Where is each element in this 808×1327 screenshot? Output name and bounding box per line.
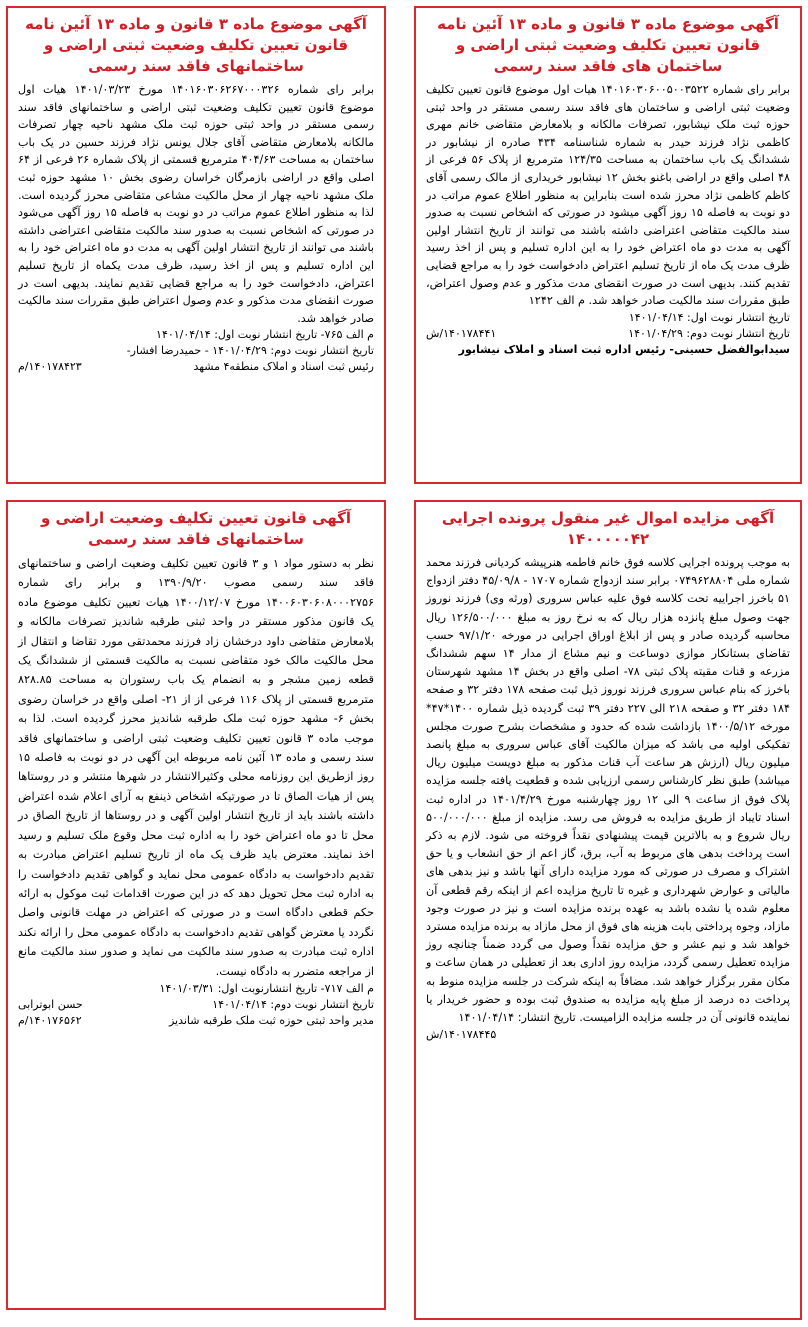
ad-body: به موجب پرونده اجرایی کلاسه فوق خانم فاطمه هنرپیشه کردیانی فرزند محمد شماره ملی ۰۷۴۹۶۲۸۸۰۴ برابر سند ازدواج شماره ۱۷۰۷ - ۴۵/۰۹/۸ دفتر ازدواج ۵۱ باخرز اجراییه تحت کلاسه فوق علیه عباس سروری (ورثه وی) فرزند نوروز جهت وصول مبلغ پانزده هزار ریال که به نرخ روز به مبلغ ۱۲۶/۵۰۰/۰۰۰ ریال محاسبه گردیده صادر و پس از ابلاغ اوراق اجرایی در مورخه ۹۷/۱/۲۰ حسب تقاضای بستانکار موازی دوساعت و نیم مشاع از مدار ۱۴ سهم ششدانگ مزرعه و قنات مقیته پلاک ثبتی ۷۸- اصلی واقع در بخش ۱۴ مشهد شهرستان باخرز که بنام عباس سروری فرزند نوروز ذیل ثبت صفحه ۱۷۸ دفتر ۳۲ و صفحه ۱۸۴ دفتر ۳۲ و صفحه ۲۱۸ الی ۲۲۷ دفتر ۳۹ ثبت گردیده ذیل شماره ۱۴۰۰*۴۷* مورخه ۱۴۰۰/۵/۱۲ بازداشت شده که حدود و مشخصات بشرح صورت مجلس تفکیکی اولیه می باشد که میزان مالکیت آقای عباس سروری به مبلغ پانصد میلیون ریال (ارزش هر ساعت آب قنات مذکور به مبلغ دویست میلیون ریال میباشد) طبق نظر کارشناس رسمی ارزیابی شده و قطعیت یافته جلسه مزایده پلاک فوق از ساعت ۹ الی ۱۲ روز چهارشنبه مورخ ۱۴۰۱/۴/۲۹ در اداره ثبت اسناد تایباد از طریق مزایده به فروش می رسد. مزایده از مبلغ ۵۰۰/۰۰۰/۰۰۰ ریال شروع و به بالاترین قیمت پیشنهادی نقداً فروخته می شود. لازم به ذکر است پرداخت بدهی های مربوط به آب، برق، گاز اعم از حق انشعاب و یا حق اشتراک و مصرف در صورتی که مورد مزایده دارای آنها باشد و نیز بدهی های مالیاتی و عوارض شهرداری و غیره تا تاریخ مزایده اعم از اینکه رقم قطعی آن معلوم شده یا نشده باشد به عهده برنده مزایده است و نیز در صورت وجود مازاد، وجوه پرداختی بابت هزینه های فوق از محل مازاد به برنده مزایده مسترد خواهد شد و نیم عشر و حق مزایده نقداً وصول می گردد ضمناً چنانچه روز مزایده تعطیل رسمی گردد، مزایده روز اداری بعد از تعطیلی در همان ساعت و مکان مقرر برگزار خواهد شد. مضافاً به اینکه شرکت در جلسه مزایده منوط به پرداخت ده درصد از مبلغ پایه مزایده به صندوق ثبت بوده و حضور خریدار یا نماینده قانونی آن در جلسه مزایده الزامیست. تاریخ انتشار: ۱۴۰۱/۰۴/۱۴: [426, 556, 791, 1025]
ad-date-second: تاریخ انتشار نوبت دوم: ۱۴۰۱/۰۴/۲۹ - حمیدرضا افشار-: [126, 344, 374, 358]
ad-title: آگهی قانون تعیین تکلیف وضعیت اراضی و ساختمانهای فاقد سند رسمی: [40, 509, 352, 548]
ad-code: ۱۴۰۱۷۸۴۴۱/ش: [426, 326, 497, 340]
ad-title: آگهی مزایده اموال غیر منقول پرونده اجرایی: [441, 509, 775, 527]
ad-signer-name: حسن ابوترابی: [18, 997, 83, 1011]
ad-land-status-torqabeh: [6, 500, 386, 1310]
ad-code: ۱۴۰۱۷۶۵۶۲/م: [18, 1013, 82, 1027]
ad-registration-mashhad: [6, 6, 386, 484]
ad-reference: م الف ۷۶۵- تاریخ انتشار نوبت اول: ۱۴۰۱/۰۴/۱۴: [156, 328, 374, 342]
ad-signer: مدیر واحد ثبتی حوزه ثبت ملک طرقبه شاندیز: [168, 1013, 374, 1027]
ad-code: ۱۴۰۱۷۸۴۲۳/م: [18, 360, 82, 374]
ad-code: ۱۴۰۱۷۸۴۴۵/ش: [426, 1028, 497, 1042]
ad-body: برابر رای شماره ۱۴۰۱۶۰۳۰۶۰۰۵۰۰۳۵۲۲ هیات اول موضوع قانون تعیین تکلیف وضعیت ثبتی اراضی و ساختمان های فاقد سند رسمی مستقر در واحد ثبتی حوزه ثبت ملک نیشابور، تصرفات مالکانه و بلامعارض متقاضی خانم مهری کاظمی نژاد فرزند حیدر به شماره شناسنامه ۴۳۴ صادره از نیشابور در ششدانگ یک باب ساختمان به مساحت ۱۲۴/۳۵ مترمربع از پلاک ۵۶ فرعی از ۴۸ اصلی واقع در اراضی باغنو بخش ۱۲ نیشابور خریداری از مالک رسمی آقای کاظم کاظمی نژاد محرز شده است بنابراین به منظور اطلاع عموم مراتب در دو نوبت به فاصله ۱۵ روز آگهی میشود در صورتی که اشخاص نسبت به صدور سند مالکیت متقاضی اعتراضی داشته باشند می توانند از تاریخ انتشار اولین آگهی به مدت دو ماه اعتراض خود را به این اداره تسلیم و پس از اخذ رسید ظرف مدت یک ماه از تاریخ تسلیم اعتراض دادخواست خود را به مراجع قضایی تقدیم کنند. بدیهی است در صورت انقضای مدت مذکور و عدم وصول اعتراض، طبق مقررات سند مالکیت صادر خواهد شد. م الف ۱۲۴۲: [426, 83, 790, 308]
ad-title: آگهی موضوع ماده ۳ قانون و ماده ۱۳ آئین نامه قانون تعیین تکلیف وضعیت ثبتی اراضی و ساختمان های فاقد سند رسمی: [437, 15, 779, 75]
ad-reference: م الف ۷۱۷- تاریخ انتشارنوبت اول: ۱۴۰۱/۰۳/۳۱: [159, 981, 374, 995]
ad-date-first: تاریخ انتشار نوبت اول: ۱۴۰۱/۰۴/۱۴: [628, 310, 790, 324]
ad-signer: سیدابوالفضل حسینی- رئیس اداره ثبت اسناد و املاک نیشابور: [458, 342, 790, 356]
ad-title: آگهی موضوع ماده ۳ قانون و ماده ۱۳ آئین نامه قانون تعیین تکلیف وضعیت ثبتی اراضی و ساختمانهای فاقد سند رسمی: [25, 15, 367, 75]
ad-body: برابر رای شماره ۱۴۰۱۶۰۳۰۶۲۶۷۰۰۰۳۲۶ مورخ ۱۴۰۱/۰۳/۲۳ هیات اول موضوع قانون تعیین تکلیف وضعیت ثبتی اراضی و ساختمانهای فاقد سند رسمی مستقر در واحد ثبتی حوزه ثبت ملک مشهد ناحیه چهار تصرفات مالکانه بلامعارض متقاضی آقای جلال یونس نژاد فرزند حسین در یک باب ساختمان به مساحت ۴۰۴/۶۳ مترمربع قسمتی از پلاک شماره ۲۶ فرعی از ۶۴ اصلی واقع در اراضی بازمرگان خراسان رضوی بخش ۱۰ مشهد حوزه ثبت ملک مشهد ناحیه چهار از محل مالکیت مشاعی متقاضی محرز گردیده است. لذا به منظور اطلاع عموم مراتب در دو نوبت به فاصله ۱۵ روز آگهی می‌شود در صورتی که اشخاص نسبت به صدور سند مالکیت متقاضی اعتراضی داشته باشند می توانند از تاریخ انتشار اولین آگهی به مدت دو ماه اعتراض خود را به این اداره تسلیم و پس از اخذ رسید، ظرف مدت یکماه از تاریخ تسلیم اعتراض، دادخواست خود را به مراجع قضایی تقدیم نمایند. بدیهی است در صورت انقضای مدت مذکور و عدم وصول اعتراض طبق مقررات سند مالکیت صادر خواهد شد.: [18, 83, 375, 325]
ad-registration-neyshabur: [414, 6, 802, 484]
ad-body: نظر به دستور مواد ۱ و ۳ قانون تعیین تکلیف وضعیت اراضی و ساختمانهای فاقد سند رسمی مصوب ۱۳۹۰/۹/۲۰ و برابر رای شماره ۱۴۰۰۶۰۳۰۶۰۸۰۰۰۲۷۵۶ مورخ ۱۴۰۰/۱۲/۰۷ هیات تعیین تکلیف موضوع ماده یک قانون مذکور مستقر در واحد ثبتی طرقبه شاندیز تصرفات مالکانه و بلامعارض متقاضی داود درخشان زاد فرزند محمدتقی مورد تقاضا و انتقال از محل مالکیت مالک خود متقاضی نسبت به مالکیت قسمتی از ششدانگ یک قطعه زمین مشجر و به انضمام یک باب رستوران به مساحت ۸۲۸.۸۵ مترمربع قسمتی از پلاک ۱۱۶ فرعی از از ۲۱- اصلی واقع در خراسان رضوی بخش ۶- مشهد حوزه ثبت ملک طرقبه شاندیز محرز گردیده است. لذا به موجب ماده ۳ قانون تعیین تکلیف وضعیت ثبتی اراضی و ساختمانهای فاقد سند رسمی و ماده ۱۳ آئین نامه مربوطه این آگهی در دو نوبت به فاصله ۱۵ روز ازطریق این روزنامه محلی وکثیرالانتشار در شهرها منتشر و در روستاها پس از هیات الصاق تا در صورتیکه اشخاص ذینفع به آرای اعلام شده اعتراض داشته باشند باید از تاریخ انتشار اولین آگهی و در روستاها از تاریخ الصاق در محل تا دو ماه اعتراض خود را به اداره ثبت محل وقوع ملک تسلیم و رسید اخذ نمایند. معترض باید ظرف یک ماه از تاریخ تسلیم اعتراض مبادرت به تقدیم دادخواست به دادگاه عمومی محل نماید و گواهی تقدیم دادخواست را به اداره ثبت محل تحویل دهد که در این صورت اقدامات ثبت موکول به ارائه حکم قطعی دادگاه است و در صورتی که اعتراض در مهلت قانونی واصل نگردد یا معترض گواهی تقدیم دادخواست به دادگاه عمومی محل را ارائه نکند اداره ثبت مبادرت به صدور سند مالکیت می نماید و صدور سند مالکیت مانع از مراجعه متضرر به دادگاه نیست.: [18, 557, 375, 978]
ad-signer: رئیس ثبت اسناد و املاک منطقه۴ مشهد: [193, 360, 374, 374]
ad-auction: [414, 500, 802, 1320]
ad-file-number: ۱۴۰۰۰۰۰۴۲: [566, 530, 650, 548]
ad-date-second: تاریخ انتشار نوبت دوم: ۱۴۰۱/۰۴/۲۹: [628, 326, 790, 340]
ad-date-second: تاریخ انتشار نوبت دوم: ۱۴۰۱/۰۴/۱۴: [212, 997, 374, 1011]
